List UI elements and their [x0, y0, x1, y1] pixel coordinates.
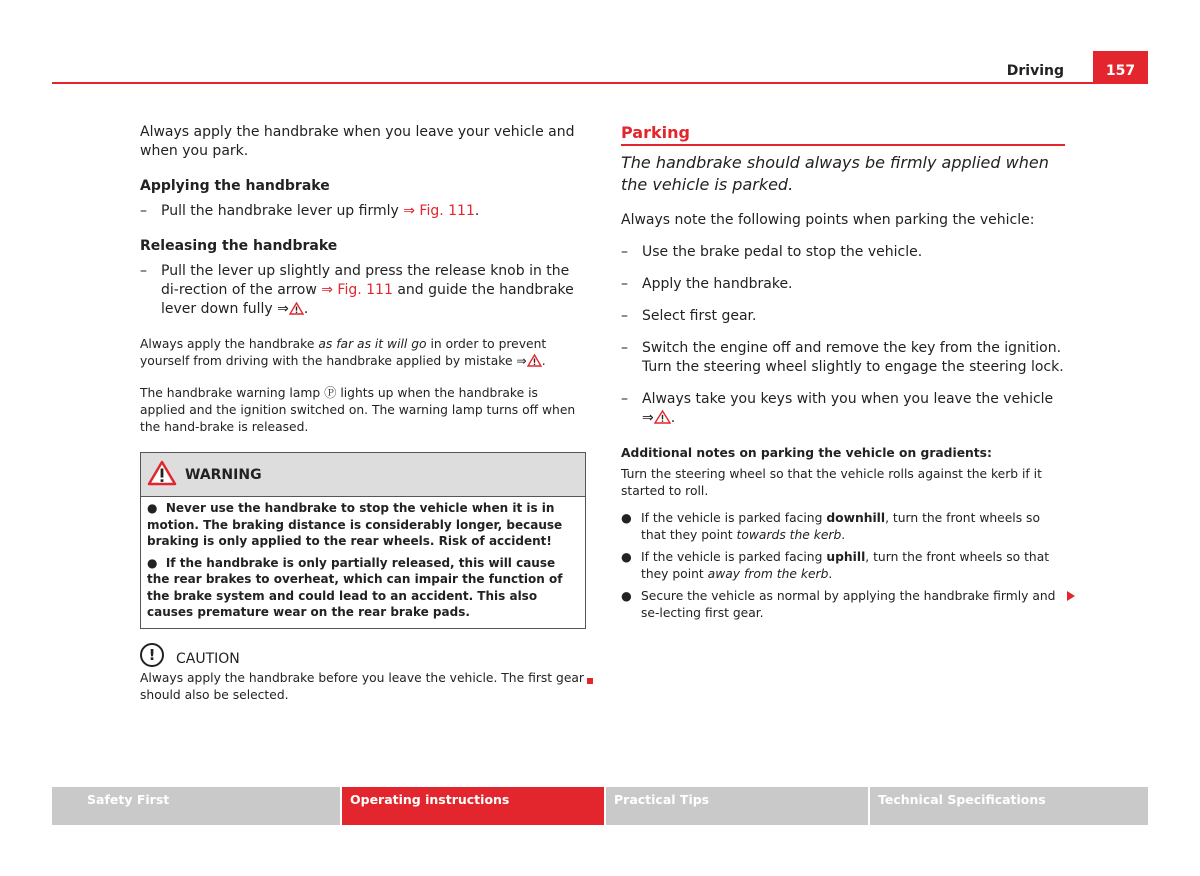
bullet-text: If the vehicle is parked facing: [641, 511, 823, 525]
warning-ref-icon[interactable]: [289, 302, 304, 321]
warning-body: [141, 497, 585, 628]
header-rule: [52, 82, 1148, 84]
warning-ref-icon[interactable]: [654, 410, 671, 430]
dash-marker: –: [621, 276, 628, 292]
parking-step: [621, 243, 1065, 262]
releasing-step-text-2: and guide the handbrake lever down fully ⇒: [161, 282, 574, 317]
warning-box: [140, 452, 586, 629]
gradient-bullet: [621, 549, 1065, 583]
gradient-bullet: [621, 510, 1065, 544]
bullet-text: Secure the vehicle as normal by applying the handbrake firmly and se-lecting first gear.: [641, 589, 1056, 620]
note-emphasis: as far as it will go: [318, 337, 427, 351]
dash-marker: –: [140, 263, 147, 279]
footer-tab-safety-first[interactable]: [52, 787, 340, 825]
parking-step-text: Always take you keys with you when you leave the vehicle ⇒: [642, 391, 1054, 426]
warning-header: [141, 453, 585, 497]
bullet-text: , turn the front wheels so that they point: [641, 550, 1050, 581]
parking-step: [621, 307, 1065, 326]
period: .: [841, 528, 846, 542]
gradients-heading: Additional notes on parking the vehicle on gradients:: [621, 446, 992, 460]
parking-step: [621, 390, 1065, 430]
note-warning-lamp: [140, 385, 586, 436]
parking-step-text: Select first gear.: [642, 308, 757, 324]
footer-tab-label: Practical Tips: [614, 792, 710, 807]
dash-marker: –: [621, 244, 628, 260]
bullet-emphasis: towards the kerb: [736, 528, 842, 542]
parking-step: [621, 339, 1065, 377]
gradient-bullet: [621, 588, 1065, 622]
footer-tab-label: Safety First: [87, 792, 170, 807]
parking-step: [621, 275, 1065, 294]
page-number: 157: [1093, 51, 1148, 84]
note-text: The handbrake warning lamp: [140, 386, 321, 400]
bullet-emphasis: away from the kerb: [707, 567, 829, 581]
applying-heading: Applying the handbrake: [140, 178, 330, 194]
continue-arrow-icon[interactable]: [1067, 591, 1075, 601]
note-as-far-as: [140, 336, 586, 372]
parking-step-text: Switch the engine off and remove the key from the ignition. Turn the steering wheel slightly to engage the steering lock.: [642, 340, 1064, 375]
warning-ref-icon[interactable]: [527, 354, 542, 372]
right-column: [621, 123, 1065, 622]
end-of-section-mark: [587, 678, 593, 684]
releasing-step: [140, 262, 586, 321]
footer-tab-label: Operating instructions: [350, 792, 510, 807]
parking-intro: The handbrake should always be firmly applied when the vehicle is parked.: [621, 153, 1049, 194]
parking-lead: Always note the following points when parking the vehicle:: [621, 212, 1035, 228]
bullet-text: If the vehicle is parked facing: [641, 550, 823, 564]
parking-heading: Parking: [621, 123, 1065, 146]
note-text: in order to prevent yourself from driving with the handbrake applied by mistake ⇒: [140, 337, 547, 368]
bullet-marker: ●: [147, 555, 158, 570]
dash-marker: –: [621, 340, 628, 356]
caution-header: [140, 643, 586, 667]
warning-triangle-icon: [147, 460, 177, 490]
bullet-marker: ●: [621, 511, 632, 525]
period: .: [670, 410, 676, 426]
warning-item: [147, 500, 579, 550]
footer-tab-operating-instructions[interactable]: [342, 787, 604, 825]
applying-step-text: Pull the handbrake lever up firmly: [161, 203, 399, 219]
figure-ref-link[interactable]: ⇒ Fig. 111: [403, 203, 475, 219]
period: .: [828, 567, 833, 581]
period: .: [474, 203, 480, 219]
caution-box: [140, 643, 586, 704]
warning-item-text: Never use the handbrake to stop the vehicle when it is in motion. The braking distance is considerably longer, because braking is only applied to the rear wheels. Risk of accident!: [147, 501, 563, 548]
parking-step-text: Apply the handbrake.: [642, 276, 793, 292]
caution-label: CAUTION: [176, 650, 240, 667]
releasing-heading: Releasing the handbrake: [140, 238, 338, 254]
warning-item: [147, 555, 579, 621]
dash-marker: –: [140, 203, 147, 219]
bullet-marker: ●: [147, 501, 158, 515]
applying-step: [140, 202, 586, 221]
bullet-bold: downhill: [826, 511, 886, 525]
period: .: [303, 301, 309, 317]
warning-item-text: If the handbrake is only partially released, this will cause the rear brakes to overheat, which can impair the function of the brake system and could lead to an accident. This also causes premature wear on the rear brake pads.: [147, 555, 563, 619]
period: .: [541, 354, 546, 368]
footer-tab-practical-tips[interactable]: [606, 787, 868, 825]
handbrake-lamp-icon: Ⓟ: [324, 386, 337, 400]
dash-marker: –: [621, 391, 628, 407]
gradients-text: Turn the steering wheel so that the vehicle rolls against the kerb if it started to roll.: [621, 467, 1042, 498]
parking-step-text: Use the brake pedal to stop the vehicle.: [642, 244, 923, 260]
caution-text: Always apply the handbrake before you leave the vehicle. The first gear should also be selected.: [140, 670, 584, 702]
caution-circle-icon: !: [140, 643, 164, 667]
bullet-marker: ●: [621, 550, 632, 564]
figure-ref-link[interactable]: ⇒ Fig. 111: [321, 282, 393, 298]
left-column: [140, 123, 586, 704]
bullet-marker: ●: [621, 589, 632, 603]
dash-marker: –: [621, 308, 628, 324]
section-title: Driving: [1006, 63, 1064, 79]
bullet-bold: uphill: [826, 550, 866, 564]
intro-paragraph: Always apply the handbrake when you leave your vehicle and when you park.: [140, 124, 575, 159]
warning-label: WARNING: [185, 467, 262, 483]
bullet-text: , turn the front wheels so that they point: [641, 511, 1040, 542]
footer-tab-label: Technical Specifications: [878, 792, 1046, 807]
footer-tab-technical-specifications[interactable]: [870, 787, 1148, 825]
note-text: Always apply the handbrake: [140, 337, 315, 351]
releasing-step-text: Pull the lever up slightly and press the release knob in the di-rection of the arrow: [161, 263, 570, 298]
note-text: lights up when the handbrake is applied and the ignition switched on. The warning lamp turns off when the hand-brake is released.: [140, 386, 576, 434]
